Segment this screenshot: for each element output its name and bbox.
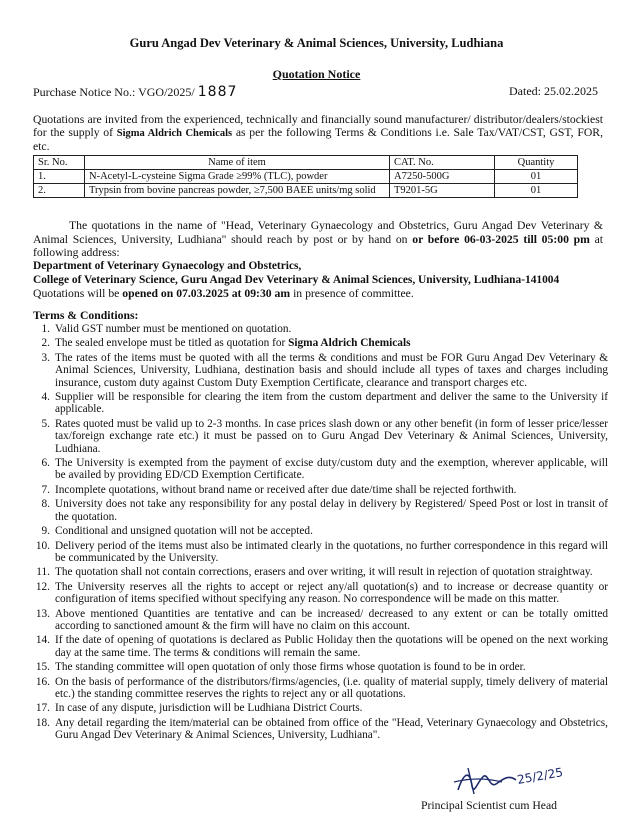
submission-text: The quotations in the name of "Head, Veterinary Gynaecology and Obstetrics, Guru Angad Dev Veterinary & Animal Sciences, University, Ludhiana" should reach by post or by hand on xyxy=(33,219,603,246)
address-line-1: Department of Veterinary Gynaecology and Obstetrics, xyxy=(33,260,302,272)
list-item: 16. On the basis of performance of the distributors/firms/agencies, (i.e. quality of material supply, timely delivery of material etc.) the standing committee reserves the rights to reject any or all quotations. xyxy=(35,675,608,700)
items-table xyxy=(33,155,578,198)
intro-paragraph xyxy=(33,113,603,153)
intro-text-end: as per the following Terms & Conditions i.e. Sale Tax/VAT/CST, GST, FOR, etc. xyxy=(33,126,603,153)
list-item: 14. If the date of opening of quotations is declared as Public Holiday then the quotations will be opened on the next working day at the same time. The terms & conditions will remain the same. xyxy=(35,634,608,659)
terms-heading: Terms & Conditions: xyxy=(33,309,139,322)
list-item: 18. Any detail regarding the item/material can be obtained from office of the "Head, Veterinary Gynaecology and Obstetrics, Guru Angad Dev Veterinary & Animal Sciences, University, Ludhiana". xyxy=(35,716,608,742)
list-item: 12. The University reserves all the rights to accept or reject any/all quotation(s) and to increase or decrease quantity or configuration of items specified without specifying any reason. No correspondence will be made on this matter. xyxy=(35,580,608,606)
cell-cat: A7250-500G xyxy=(390,170,495,184)
list-item: 15. The standing committee will open quotation of only those firms whose quotation is found to be in order. xyxy=(35,661,526,674)
cell-qty: 01 xyxy=(495,170,578,184)
purchase-notice-label: Purchase Notice No.: VGO/2025/ xyxy=(33,85,195,99)
notice-date: Dated: 25.02.2025 xyxy=(509,84,598,98)
university-name: Guru Angad Dev Veterinary & Animal Sciences, University, Ludhiana xyxy=(129,36,504,50)
list-item: 2. The sealed envelope must be titled as quotation for Sigma Aldrich Chemicals xyxy=(41,337,411,350)
opening-text-end: in presence of committee. xyxy=(290,287,414,300)
cell-item: N-Acetyl-L-cysteine Sigma Grade ≥99% (TLC), powder xyxy=(85,170,390,184)
address-line-2: College of Veterinary Science, Guru Angad Dev Veterinary & Animal Sciences, University, Ludhiana-141004 xyxy=(33,273,560,286)
opening-date: opened on 07.03.2025 at 09:30 am xyxy=(122,287,291,300)
list-item: 5. Rates quoted must be valid up to 2-3 months. In case prices slash down or any other benefit (in form of lesser price/lesser tax/foreign exchange rate etc.) it must be passed on to Guru Angad Dev Veterinary & Animal Sciences, University, Ludhiana. xyxy=(41,417,608,455)
col-header-item: Name of item xyxy=(85,156,390,170)
col-header-qty: Quantity xyxy=(495,156,578,170)
table-row xyxy=(34,170,578,184)
submission-text-end: at following address: xyxy=(33,232,604,259)
list-item: 7. Incomplete quotations, without brand name or received after due date/time shall be rejected forthwith. xyxy=(41,483,517,496)
submission-address xyxy=(33,260,613,287)
list-item: 17. In case of any dispute, jurisdiction will be Ludhiana District Courts. xyxy=(35,702,363,715)
list-item: 11. The quotation shall not contain corrections, erasers and over writing, it will result in rejection of quotation straightway. xyxy=(36,566,593,579)
table-header-row xyxy=(34,156,578,170)
intro-text: Quotations are invited from the experienced, technically and financially sound manufacturer/ distributor/dealers/stockiest for the supply of xyxy=(33,113,603,139)
list-item: 10. Delivery period of the items must also be intimated clearly in the quotations, no further correspondence in this regard will be communicated by the University. xyxy=(35,539,608,564)
list-item: 8. University does not take any responsibility for any postal delay in delivery by Registered/ Speed Post or lost in transit of the quotation. xyxy=(41,498,608,523)
list-item: 1. Valid GST number must be mentioned on quotation. xyxy=(41,323,292,335)
purchase-notice-number: 1887 xyxy=(197,84,238,100)
table-row xyxy=(34,184,578,198)
cell-item: Trypsin from bovine pancreas powder, ≥7,500 BAEE units/mg solid xyxy=(85,184,390,198)
opening-line xyxy=(33,287,603,300)
cell-qty: 01 xyxy=(495,184,578,198)
cell-sr: 2. xyxy=(34,184,85,198)
list-item: 3. The rates of the items must be quoted with all the terms & conditions and must be FOR Guru Angad Dev Veterinary & Animal Sciences, University, Ludhiana, destination basis and should include all types of taxes and charges including insurance, custom duty against Custom Duty Exemption Certificate, clearance and transport charges etc. xyxy=(41,351,608,389)
list-item: 9. Conditional and unsigned quotation will not be accepted. xyxy=(41,525,313,538)
signatory-title: Principal Scientist cum Head xyxy=(421,799,557,812)
opening-text: Quotations will be xyxy=(33,287,123,300)
list-item: 13. Above mentioned Quantities are tentative and can be increased/ decreased to any extent or can be totally omitted according to sanctioned amount & the firm will have no claim on this account. xyxy=(35,607,608,632)
col-header-sr: Sr. No. xyxy=(34,156,85,170)
cell-sr: 1. xyxy=(34,170,85,184)
terms-list xyxy=(30,323,608,744)
page-title: Quotation Notice xyxy=(272,67,361,81)
notice-line xyxy=(33,84,598,100)
col-header-cat: CAT. No. xyxy=(390,156,495,170)
submission-paragraph xyxy=(33,219,603,260)
signature-date: 25/2/25 xyxy=(516,765,565,787)
list-item: 4. Supplier will be responsible for clearing the item from the custom department and deliver the same to the University if applicable. xyxy=(41,391,608,416)
signature-scribble-icon xyxy=(450,760,570,802)
cell-cat: T9201-5G xyxy=(390,184,495,198)
submission-deadline: or before 06-03-2025 till 05:00 pm xyxy=(412,232,590,246)
list-item: 6. The University is exempted from the payment of excise duty/custom duty and the exemption, wherever applicable, will be availed by providing ED/CD Exemption Certificate. xyxy=(41,457,608,482)
supplier-highlight: Sigma Aldrich Chemicals xyxy=(116,128,233,139)
